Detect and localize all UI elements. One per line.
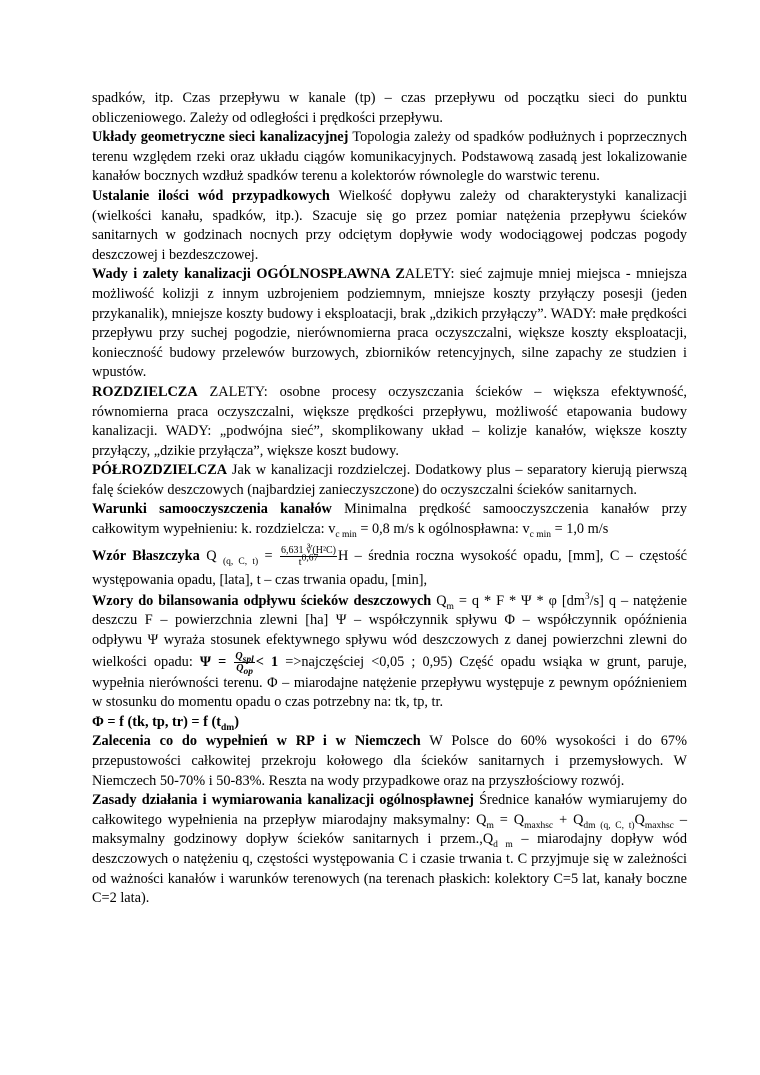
paragraph-self-cleaning: Warunki samooczyszczenia kanałów Minimalna prędkość samooczyszczenia kanałów przy całkowitym wypełnieniu: k. rozdzielcza: $v_{c min} = 0,8$ m/s k ogólnospławna: $v_{c min} = 1,0$ m/s (92, 501, 688, 540)
section-heading: PÓŁROZDZIELCZA (92, 462, 228, 479)
paragraph-blaszczyk-formula: Wzór Błaszczyka Q $_{(q, C, t)}$ = $\frac{\text{6,631 ∛(H²C)}}{t^{0,67}}$ H – średnia roczna wysokość opadu, [mm], C – częstość występowania opadu, [lata], t – czas trwania opadu, [min], (92, 544, 687, 588)
paragraph-flow-time: spadków, itp. Czas przepływu w kanale (tp) – czas przepływu od początku sieci do punktu obliczeniowego. Zależy od odległości i prędkości przepływu. (92, 90, 687, 126)
section-heading: Warunki samooczyszczenia kanałów (92, 501, 332, 518)
section-heading: Ustalanie ilości wód przypadkowych (92, 187, 330, 204)
runoff-coefficient-fraction: $\frac{Q_{spl}}{Q_{op}}$ (235, 650, 254, 677)
section-heading: Wady i zalety kanalizacji OGÓLNOSPŁAWNA Z (92, 266, 405, 283)
paragraph-infiltration: Ustalanie ilości wód przypadkowych Wielkość dopływu zależy od charakterystyki kanalizacji (wielkości kanału, spadków, itp.). Szacuje się go przez pomiar natężenia przepływu ścieków sanitarnych w godzinach nocnych przy odciętym dopływie wody wodociągowej podczas pogody deszczowej i bezdeszczowej. (92, 187, 687, 263)
paragraph-stormwater-balance: Wzory do bilansowania odpływu ścieków deszczowych $Q_m = q * F * \Psi * \varphi$ $[dm^3/s]$ q – natężenie deszczu F – powierzchnia zlewni [ha] Ψ – współczynnik spływu Φ – współczynnik opóźnienia odpływu Ψ wyraża stosunek efektywnego spływu wód deszczowych z danej powierzchni zlewni do wielkości opadu: Ψ = $\frac{Q_{spl}}{Q_{op}}$ < 1 =>najczęściej <0,05 ; 0,95) Część opadu wsiąka w grunt, paruje, wypełnia nierówności terenu. Φ – miarodajne natężenie przepływu występuje z pewnym opóźnieniem w stosunku do momentu opadu o czas potrzebny na: tk, tp, tr. Φ = f (tk, tp, tr) = f $(t_{dm})$ (92, 592, 687, 733)
section-heading: Układy geometryczne sieci kanalizacyjnej (92, 129, 349, 146)
delay-formula: Φ = f (tk, tp, tr) = f $(t_{dm})$ (92, 713, 239, 733)
section-heading: ROZDZIELCZA (92, 383, 198, 400)
section-heading: Wzory do bilansowania odpływu ścieków deszczowych (92, 592, 432, 609)
paragraph-combined-sizing: Zasady działania i wymiarowania kanalizacji ogólnospławnej Średnice kanałów wymiarujemy do całkowitego wypełnienia na przepływ miarodajny maksymalny: $Q_m = Q_{maxhsc} + Q_{dm (q, C, t)}Q_{maxhsc}$ – maksymalny godzinowy dopływ ścieków sanitarnych i $przem.,Q_{d m}$ – miarodajny dopływ wód deszczowych o natężeniu q, częstości występowania C i czasie trwania t. C przyjmuje się w zależności od ważności kanałów i warunków terenowych (na terenach płaskich: kolektory C=5 lat, kanały boczne C=2 lata). (92, 792, 688, 907)
section-heading: Zasady działania i wymiarowania kanalizacji ogólnospławnej (92, 792, 474, 809)
section-heading: Zalecenia co do wypełnień w RP i w Niemczech (92, 733, 421, 750)
paragraph-filling-recommendations: Zalecenia co do wypełnień w RP i w Niemczech W Polsce do 60% wysokości i do 67% przepustowości całkowitej przekroju kołowego dla ścieków sanitarnych i przemysłowych. W Niemczech 50-70% i 50-83%. Reszta na wody przypadkowe oraz na przyszłościowy rozwój. (92, 733, 687, 789)
blaszczyk-fraction: $\frac{\text{6,631 ∛(H²C)}}{t^{0,67}}$ (281, 544, 336, 568)
paragraph-separate-sewer: ROZDZIELCZA ZALETY: osobne procesy oczyszczania ścieków – większa efektywność, równomierna praca oczyszczalni, większe prędkości przepływu, możliwość etapowania budowy kanalizacji. WADY: „podwójna sieć”, skomplikowany układ – kolizje kanałów, większe koszty przyłączy, „dzikie przyłącza”, większe koszt budowy. (92, 383, 687, 459)
section-heading: Wzór Błaszczyka (92, 547, 200, 564)
paragraph-semi-separate-sewer: PÓŁROZDZIELCZA Jak w kanalizacji rozdzielczej. Dodatkowy plus – separatory kierują pierwszą falę ścieków deszczowych (najbardziej zanieczyszczone) do oczyszczalni ścieków sanitarnych. (92, 462, 687, 498)
paragraph-geometric-systems: Układy geometryczne sieci kanalizacyjnej Topologia zależy od spadków podłużnych i poprzecznych terenu względem rzeki oraz układu ciągów komunikacyjnych. Podstawową zasadą jest lokalizowanie kanałów bocznych wzdłuż spadków terenu a kolektorów równolegle do warstwic terenu. (92, 129, 687, 185)
paragraph-combined-sewer: Wady i zalety kanalizacji OGÓLNOSPŁAWNA ZALETY: sieć zajmuje mniej miejsca - mniejsza możliwość kolizji z innym uzbrojeniem podziemnym, mniejsze koszty przyłączy posesji (jeden przykanalik), mniejsze koszty budowy i eksploatacji, brak „dzikich przyłączy”. WADY: małe prędkości przepływu przy suchej pogodzie, nierównomierna praca oczyszczalni, większe koszty eksploatacji, konieczność budowy przelewów burzowych, zbiorników retencyjnych, silne zapachy ze studzien i wpustów. (92, 266, 687, 381)
document-body (92, 89, 687, 909)
